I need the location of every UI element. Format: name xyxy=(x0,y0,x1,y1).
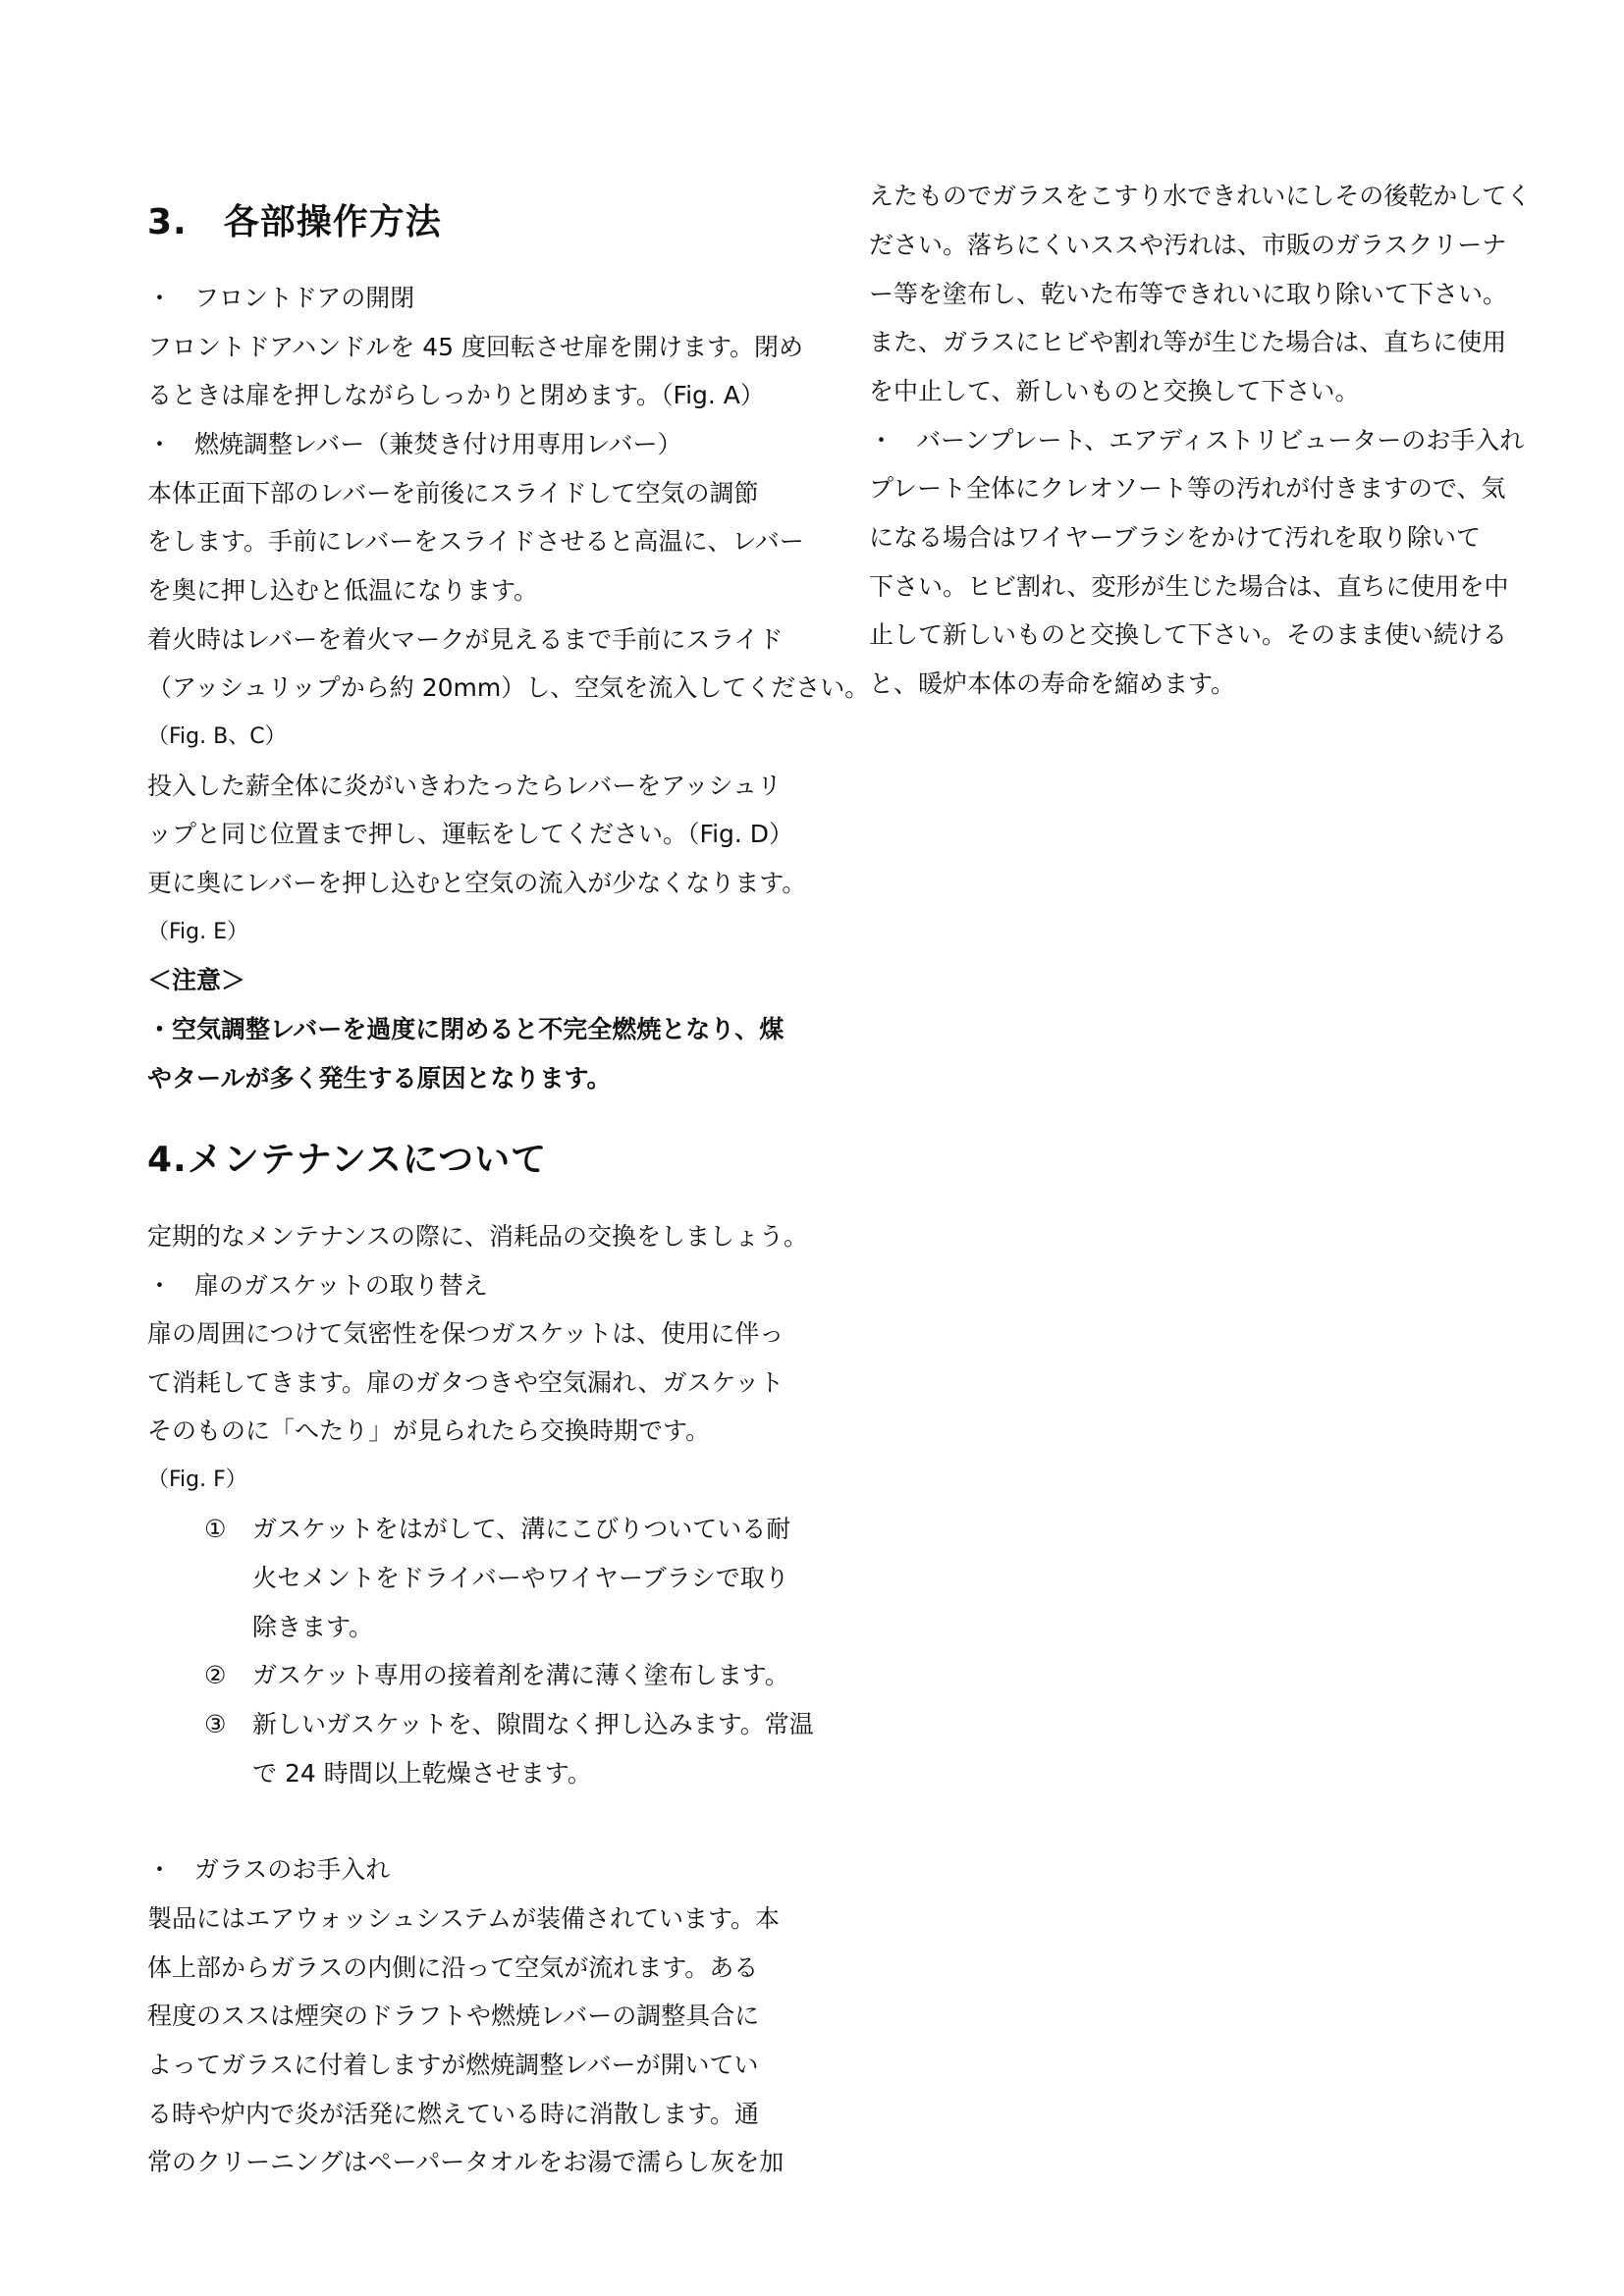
step-2-number: ② xyxy=(204,1661,227,1689)
burn-plate-title: バーンプレート、エアディストリビューターのお手入れ xyxy=(916,426,1525,454)
paragraph-line: 常のクリーニングはペーパータオルをお湯で濡らし灰を加 xyxy=(147,2148,785,2176)
paragraph-line: えたものでガラスをこすり水できれいにしその後乾かしてく xyxy=(869,182,1532,210)
step-1-line: 除きます。 xyxy=(252,1613,374,1641)
caution-label: ＜注意＞ xyxy=(147,966,246,994)
paragraph-line: 更に奥にレバーを押し込むと空気の流入が少なくなります。 xyxy=(147,869,807,897)
paragraph-line: 下さい。ヒビ割れ、変形が生じた場合は、直ちに使用を中 xyxy=(869,572,1509,601)
figure-ref: （Fig. E） xyxy=(147,920,249,944)
paragraph-line: ださい。落ちにくいススや汚れは、市販のガラスクリーナ xyxy=(869,231,1507,259)
figure-ref: （Fig. F） xyxy=(147,1468,247,1492)
figure-ref: （Fig. B、C） xyxy=(147,724,287,749)
front-door-bullet: ・ フロントドアの開閉 xyxy=(147,284,415,312)
maintenance-intro: 定期的なメンテナンスの際に、消耗品の交換をしましょう。 xyxy=(147,1222,809,1251)
paragraph-line: て消耗してきます。扉のガタつきや空気漏れ、ガスケット xyxy=(147,1368,785,1397)
paragraph-line: 投入した薪全体に炎がいきわたったらレバーをアッシュリ xyxy=(147,772,783,800)
paragraph-line: また、ガラスにヒビや割れ等が生じた場合は、直ちに使用 xyxy=(869,328,1507,356)
step-1-line: ガスケットをはがして、溝にこびりついている耐 xyxy=(252,1515,791,1543)
gasket-title: 扉のガスケットの取り替え xyxy=(194,1271,488,1300)
paragraph-line: よってガラスに付着しますが燃焼調整レバーが開いてい xyxy=(147,2051,759,2079)
step-3-line: 新しいガスケットを、隙間なく押し込みます。常温 xyxy=(252,1710,814,1738)
step-1-line: 火セメントをドライバーやワイヤーブラシで取り xyxy=(252,1564,789,1592)
lever-title: 燃焼調整レバー（兼焚き付け用専用レバー） xyxy=(194,430,682,458)
paragraph-line: になる場合はワイヤーブラシをかけて汚れを取り除いて xyxy=(869,523,1482,552)
paragraph-line: （アッシュリップから約 20mm）し、空気を流入してください。 xyxy=(147,673,870,702)
paragraph-line: を中止して、新しいものと交換して下さい。 xyxy=(869,377,1360,405)
front-door-title: フロントドアの開閉 xyxy=(194,284,415,312)
caution-line: やタールが多く発生する原因となります。 xyxy=(147,1064,612,1093)
caution-line: ・空気調整レバーを過度に閉めると不完全燃焼となり、煤 xyxy=(147,1015,785,1043)
paragraph-line: そのものに「へたり」が見られたら交換時期です。 xyxy=(147,1416,711,1445)
paragraph-line: 程度のススは煙突のドラフトや燃焼レバーの調整具合に xyxy=(147,2002,760,2030)
glass-title: ガラスのお手入れ xyxy=(194,1855,391,1884)
step-1-number: ① xyxy=(204,1515,227,1543)
paragraph-line: ップと同じ位置まで押し、運転をしてください。（Fig. D） xyxy=(147,820,794,848)
section-4-heading: 4.メンテナンスについて xyxy=(147,1140,548,1180)
paragraph-line: プレート全体にクレオソート等の汚れが付きますので、気 xyxy=(869,474,1506,503)
paragraph-line: るときは扉を押しながらしっかりと閉めます。（Fig. A） xyxy=(147,381,765,409)
paragraph-line: と、暖炉本体の寿命を縮めます。 xyxy=(869,669,1236,698)
step-2-line: ガスケット専用の接着剤を溝に薄く塗布します。 xyxy=(252,1661,789,1689)
paragraph-line: 扉の周囲につけて気密性を保つガスケットは、使用に伴っ xyxy=(147,1319,785,1348)
step-3-line: で 24 時間以上乾燥させます。 xyxy=(252,1759,592,1788)
paragraph-line: 本体正面下部のレバーを前後にスライドして空気の調節 xyxy=(147,479,759,507)
burn-plate-bullet: ・ バーンプレート、エアディストリビューターのお手入れ xyxy=(869,426,1525,454)
paragraph-line: 製品にはエアウォッシュシステムが装備されています。本 xyxy=(147,1904,781,1933)
paragraph-line: ー等を塗布し、乾いた布等できれいに取り除いて下さい。 xyxy=(869,280,1508,308)
paragraph-line: る時や炉内で炎が活発に燃えている時に消散します。通 xyxy=(147,2100,760,2128)
section-3-heading: 3. 各部操作方法 xyxy=(147,202,442,242)
paragraph-line: 止して新しいものと交換して下さい。そのまま使い続ける xyxy=(869,620,1508,649)
paragraph-line: 体上部からガラスの内側に沿って空気が流れます。ある xyxy=(147,1953,759,1982)
paragraph-line: 着火時はレバーを着火マークが見えるまで手前にスライド xyxy=(147,625,784,654)
step-3-number: ③ xyxy=(204,1710,227,1738)
paragraph-line: をします。手前にレバーをスライドさせると高温に、レバー xyxy=(147,527,804,556)
glass-bullet: ・ ガラスのお手入れ xyxy=(147,1855,391,1884)
paragraph-line: を奥に押し込むと低温になります。 xyxy=(147,576,539,605)
paragraph-line: フロントドアハンドルを 45 度回転させ扉を開けます。閉め xyxy=(147,333,803,361)
lever-bullet: ・ 燃焼調整レバー（兼焚き付け用専用レバー） xyxy=(147,430,682,458)
gasket-bullet: ・ 扉のガスケットの取り替え xyxy=(147,1271,488,1300)
